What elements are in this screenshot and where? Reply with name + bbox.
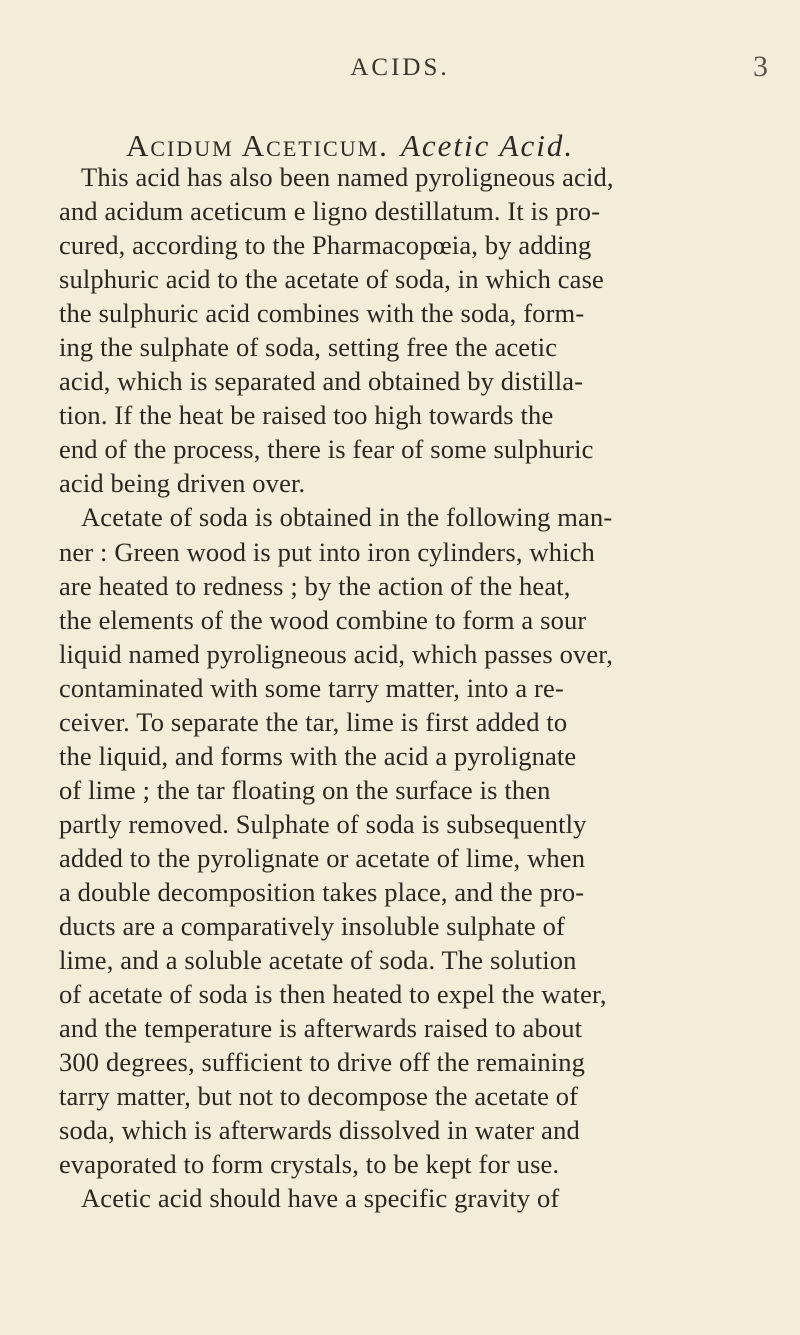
text-line: soda, which is afterwards dissolved in water and — [59, 1115, 580, 1146]
text-line: the liquid, and forms with the acid a pyrolignate — [59, 740, 577, 771]
text-line: lime, and a soluble acetate of soda. The solution — [59, 945, 577, 976]
text-line: evaporated to form crystals, to be kept for use. — [59, 1149, 560, 1180]
text-line: cured, according to the Pharmacopœia, by adding — [59, 230, 592, 261]
text-line: partly removed. Sulphate of soda is subsequently — [59, 808, 587, 839]
text-line: ceiver. To separate the tar, lime is first added to — [59, 706, 568, 737]
text-line: end of the process, there is fear of some sulphuric — [59, 434, 594, 465]
section-heading — [126, 128, 574, 164]
text-line: the elements of the wood combine to form a sour — [59, 604, 587, 635]
text-line: the sulphuric acid combines with the soda, form- — [59, 298, 585, 329]
text-line: added to the pyrolignate or acetate of lime, when — [59, 842, 586, 873]
text-line: sulphuric acid to the acetate of soda, in which case — [59, 264, 604, 295]
text-line: Acetic acid should have a specific gravity of — [81, 1183, 560, 1214]
body-text — [59, 160, 759, 1215]
text-line: acid being driven over. — [59, 468, 306, 499]
text-line: are heated to redness ; by the action of the heat, — [59, 570, 571, 601]
text-line: acid, which is separated and obtained by distilla- — [59, 366, 584, 397]
text-line: 300 degrees, sufficient to drive off the remaining — [59, 1047, 586, 1078]
heading-english: Acetic Acid. — [400, 128, 575, 163]
text-line: tion. If the heat be raised too high towards the — [59, 400, 554, 431]
text-line: of acetate of soda is then heated to expel the water, — [59, 979, 607, 1010]
text-line: and the temperature is afterwards raised to about — [59, 1013, 583, 1044]
text-line: Acetate of soda is obtained in the following man- — [81, 502, 613, 533]
running-title: ACIDS. — [350, 54, 450, 81]
text-line: ing the sulphate of soda, setting free the acetic — [59, 332, 558, 363]
text-line: of lime ; the tar floating on the surface is then — [59, 774, 551, 805]
text-line: contaminated with some tarry matter, into a re- — [59, 672, 564, 703]
text-line: This acid has also been named pyroligneous acid, — [81, 162, 614, 192]
text-line: liquid named pyroligneous acid, which passes over, — [59, 638, 613, 669]
page-number: 3 — [753, 50, 768, 83]
text-line: and acidum aceticum e ligno destillatum. It is pro- — [59, 196, 601, 227]
text-line: ner : Green wood is put into iron cylinders, which — [59, 536, 595, 567]
heading-latin: Acidum Aceticum. — [126, 128, 389, 163]
text-line: a double decomposition takes place, and the pro- — [59, 876, 585, 907]
running-head — [0, 50, 800, 90]
text-line: tarry matter, but not to decompose the acetate of — [59, 1081, 579, 1112]
text-line: ducts are a comparatively insoluble sulphate of — [59, 911, 565, 942]
